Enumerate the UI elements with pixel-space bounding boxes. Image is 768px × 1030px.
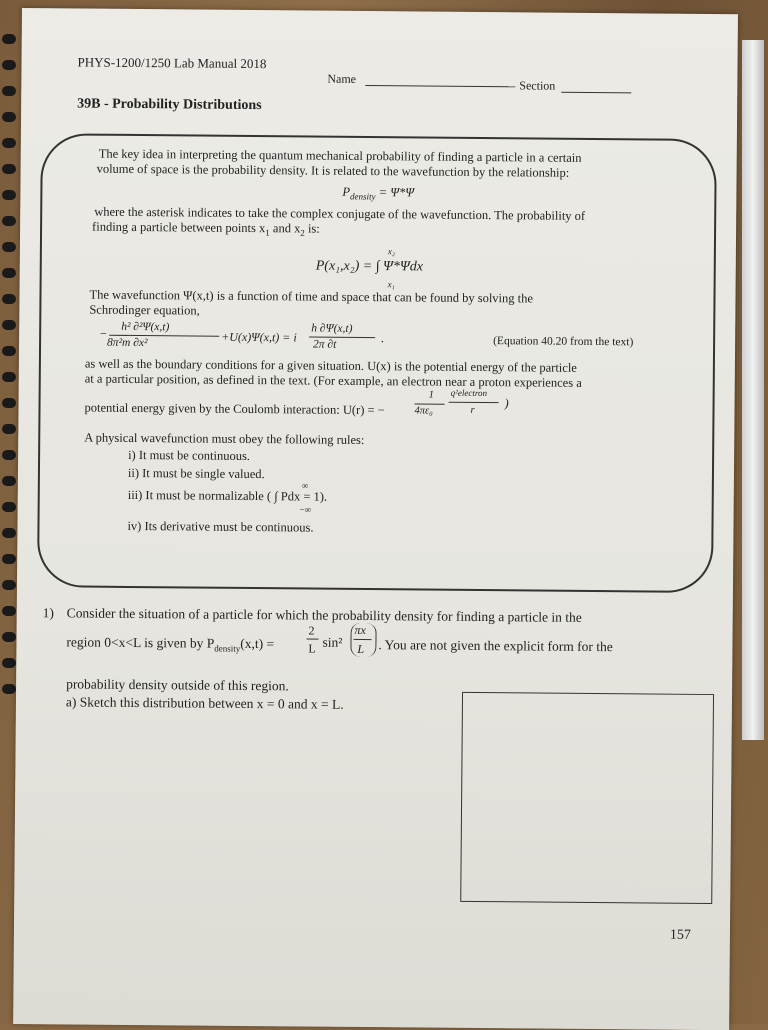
density-equation [342,185,414,202]
rules-intro: A physical wavefunction must obey the following rules: [84,430,365,448]
integral-lower-limit: x₁ [387,279,395,290]
coulomb-frac-den: 4πε₀ [414,405,433,417]
coulomb-q-den: r [470,404,475,416]
question-line-2-start: region 0<x<L is given by P [66,634,215,651]
question-line-2-eq: (x,t) = [240,635,275,652]
rule-1: i) It must be continuous. [128,447,251,464]
equation-reference: (Equation 40.20 from the text) [493,335,634,349]
schrodinger-period: . [381,331,385,346]
normalization-lower-limit: −∞ [299,504,312,515]
question-line-2-end: . You are not given the explicit form for the [378,637,613,655]
question-frac-den: L [308,641,316,656]
schrodinger-minus: − [99,326,108,341]
section-field-line[interactable] [561,92,631,94]
density-subscript: density [349,191,376,202]
asterisk-line-2-text: finding a particle between points x [92,219,266,236]
page-title: 39B - Probability Distributions [77,96,262,114]
schrodinger-middle: +U(x)Ψ(x,t) = i [221,329,297,345]
probability-integral-equation: P(x₁,x₂) = ∫ Ψ*Ψdx [315,258,424,275]
boundary-line-1: as well as the boundary conditions for a given situation. U(x) is the potential energy of the particle [84,356,577,375]
density-rhs: = Ψ*Ψ [378,185,415,200]
intro-line-2: volume of space is the probability density. It is related to the wavefunction by the relationship: [96,161,570,180]
coulomb-text: potential energy given by the Coulomb interaction: U(r) = − [84,400,385,418]
schrodinger-numerator-2: h ∂Ψ(x,t) [311,322,353,335]
coulomb-close: ) [504,396,509,411]
intro-line-1: The key idea in interpreting the quantum mechanical probability of finding a particle in a certain [98,146,582,165]
asterisk-line-2 [92,220,320,241]
question-frac-num: 2 [308,623,315,638]
asterisk-line-2-end: is: [304,221,320,236]
page-number: 157 [669,927,691,943]
question-arg-num: πx [354,622,366,638]
question-fraction-bar-1 [306,639,318,640]
asterisk-line-2-mid: and x [269,221,301,236]
rule-3: iii) It must be normalizable ( ∫ Pdx = 1). [127,487,328,504]
density-symbol: P [342,184,351,199]
schrodinger-denominator-2: 2π ∂t [313,338,337,351]
question-sin: sin² [322,634,343,650]
rule-2: ii) It must be single valued. [127,465,265,482]
question-density-subscript: density [214,643,241,654]
asterisk-line-1: where the asterisk indicates to take the complex conjugate of the wavefunction. The probability of [94,204,586,223]
question-line-3: probability density outside of this region. [66,676,289,694]
x2-subscript: 2 [300,227,305,238]
stacked-pages-edge [742,40,764,740]
question-line-1: Consider the situation of a particle for which the probability density for finding a particle in the [66,605,582,625]
sketch-answer-box[interactable] [460,692,714,904]
wavefunction-line-2: Schrodinger equation, [89,302,200,318]
lab-manual-page [13,8,738,1030]
section-label: Section [519,78,556,93]
rule-4: iv) Its derivative must be continuous. [127,518,314,535]
integral-upper-limit: x₂ [387,246,396,257]
x1-subscript: 1 [265,227,270,238]
question-line-2 [66,634,274,653]
coulomb-q-num: q²electron [450,387,488,399]
course-header: PHYS-1200/1250 Lab Manual 2018 [77,54,267,72]
question-part-a: a) Sketch this distribution between x = 0 and x = L. [65,694,344,712]
boundary-line-2: at a particular position, as defined in the text. (For example, an electron near a proton experiences a [84,371,582,390]
name-label: Name [327,71,357,86]
wavefunction-line-1: The wavefunction Ψ(x,t) is a function of time and space that can be found by solving the [89,287,534,306]
name-field-line[interactable] [365,85,515,87]
schrodinger-denominator-1: 8π²m ∂x² [107,336,148,350]
question-number: 1) [42,605,55,621]
question-arg-den: L [357,641,365,657]
schrodinger-numerator-1: h² ∂²Ψ(x,t) [121,320,170,334]
normalization-upper-limit: ∞ [301,480,309,491]
coulomb-frac-num: 1 [428,389,434,401]
question-fraction-bar-2 [353,639,371,640]
